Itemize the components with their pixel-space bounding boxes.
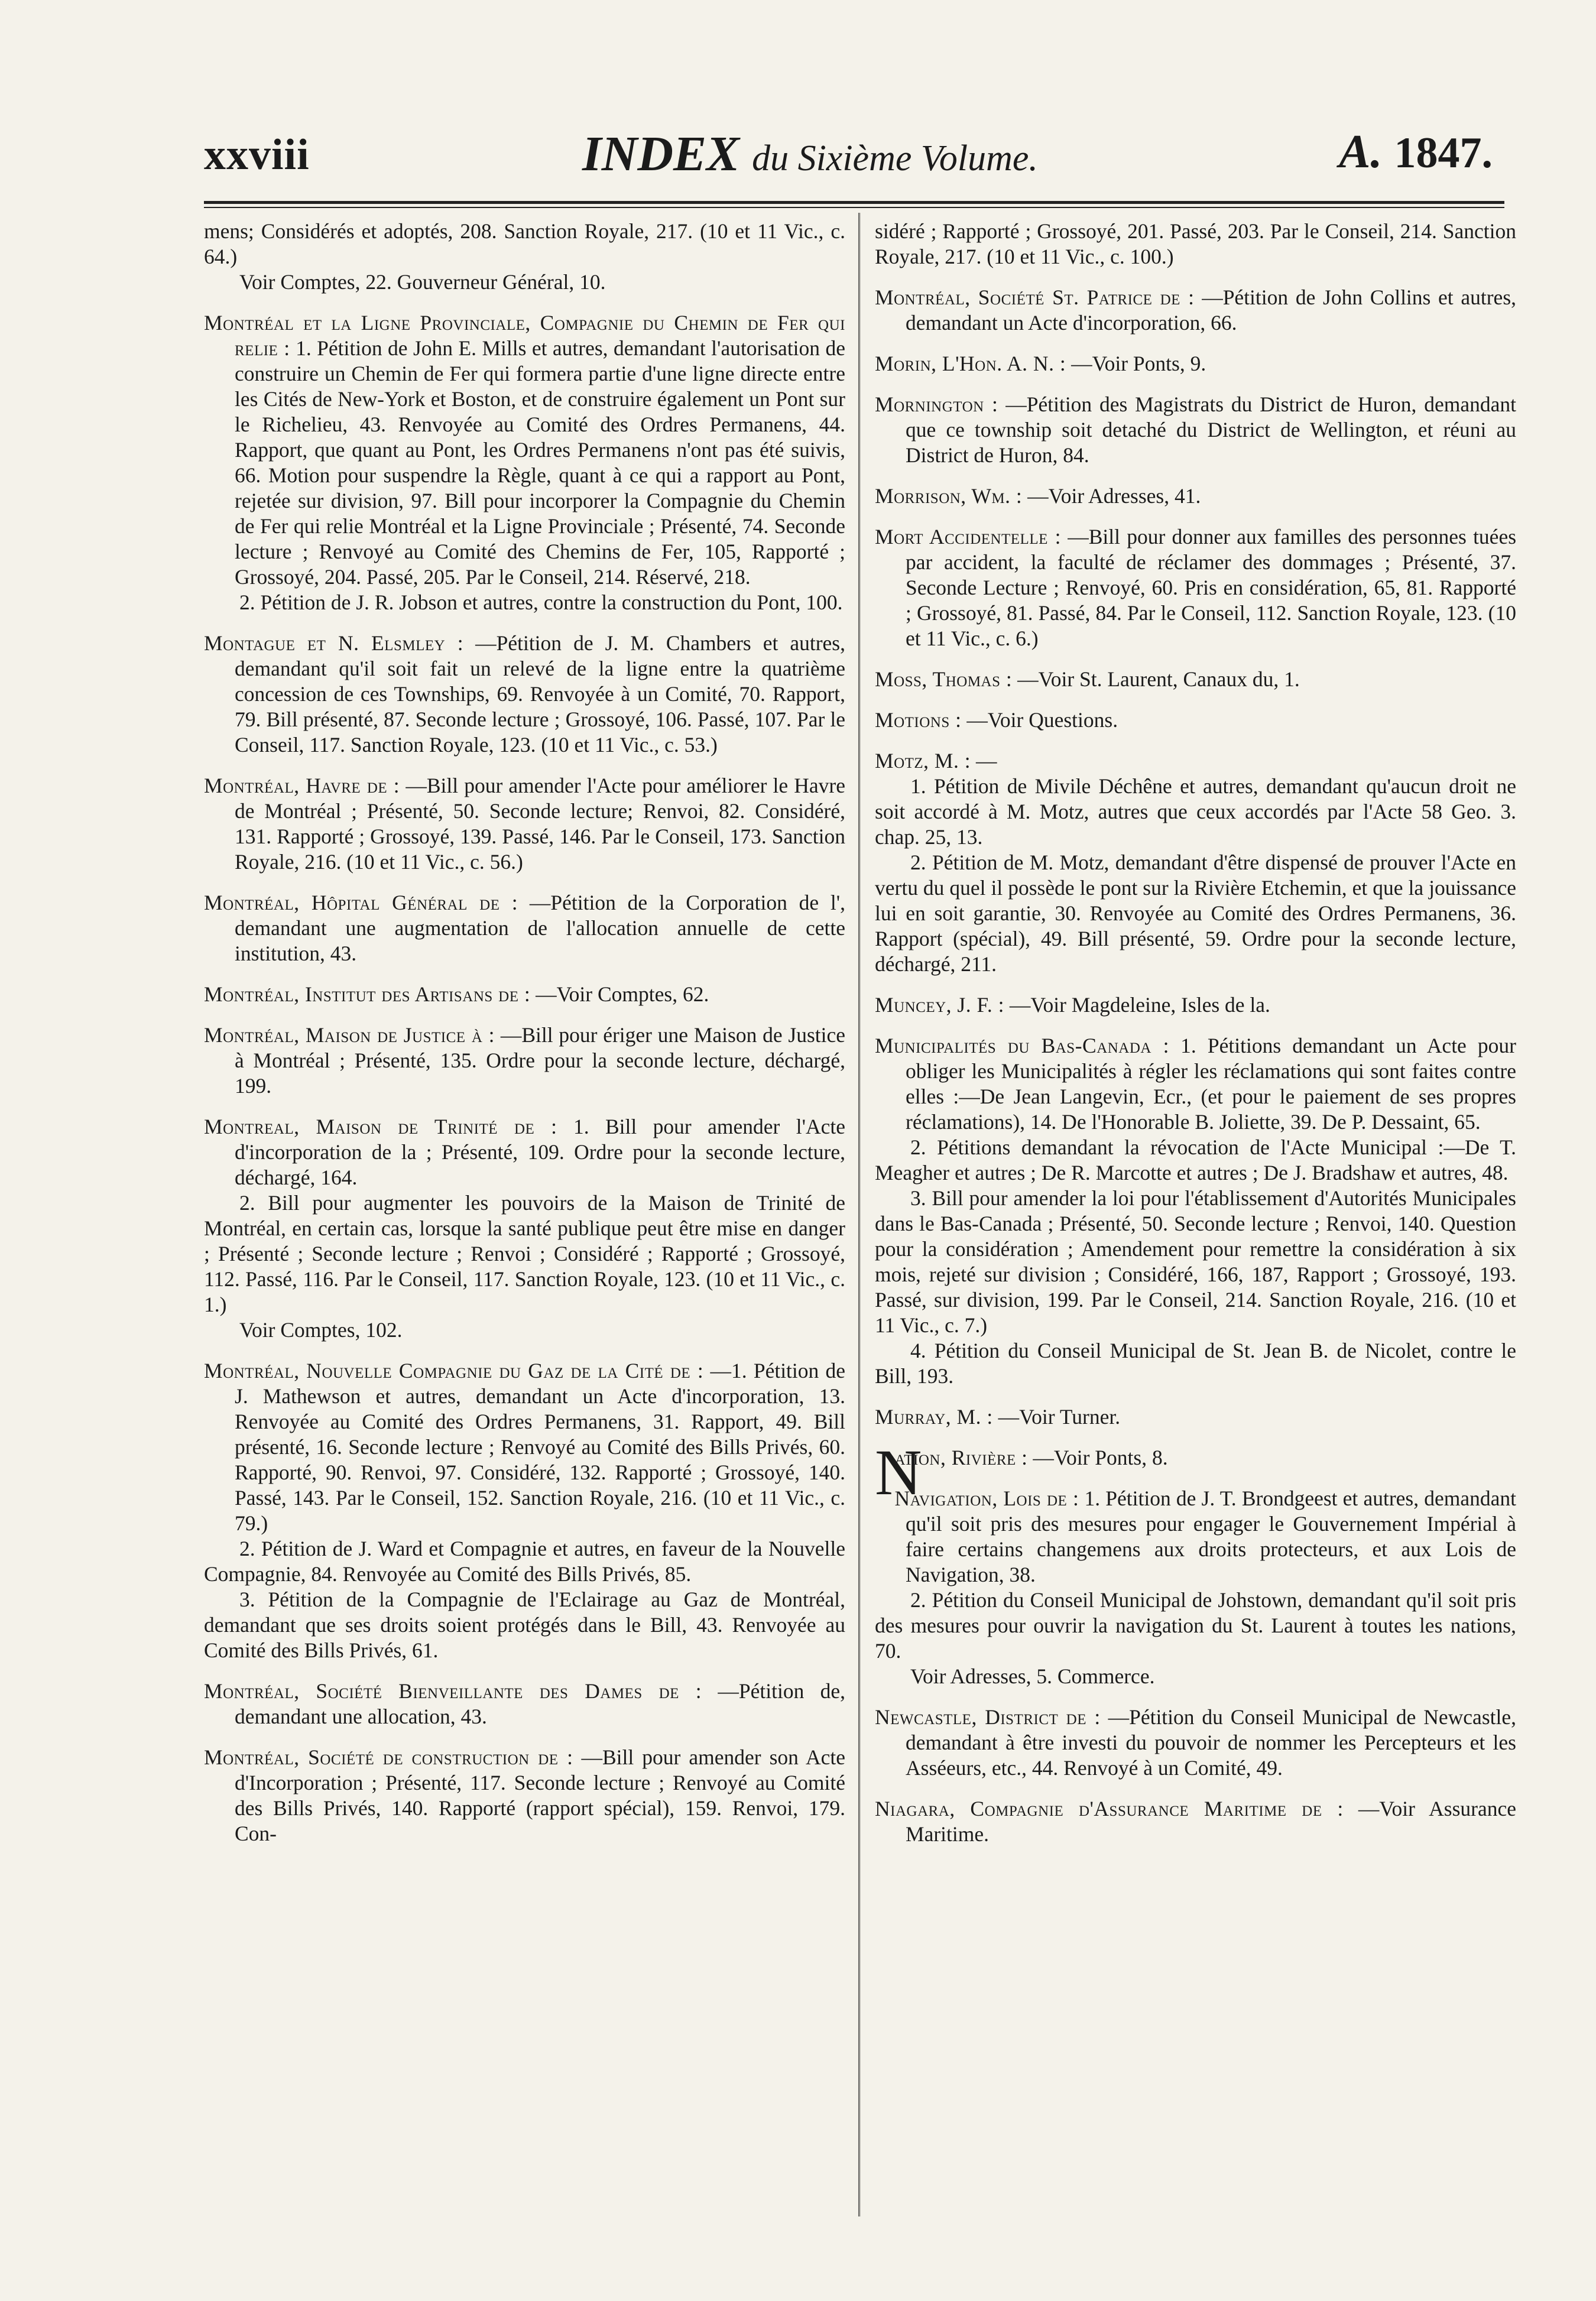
index-entry (204, 982, 845, 1007)
entry-text: —Pétition des Magistrats du District de Huron, demandant que ce township soit detaché du District de Wellington, et réuni au District de Huron, 84. (906, 392, 1516, 467)
title-suffix: du Sixième Volume. (752, 138, 1038, 179)
entry-text: 2. Pétitions demandant la révocation de l'Acte Municipal :—De T. Meagher et autres ; De R. Marcotte et autres ; De J. Bradshaw et autres, 48. (875, 1135, 1516, 1184)
entry-text: —Pétition du Conseil Municipal de Newcastle, demandant à être investi du pouvoir de nommer les Percepteurs et les Asséeurs, etc., 44. Renvoyé à un Comité, 49. (906, 1705, 1516, 1780)
volume-letter: A. (1339, 126, 1383, 178)
year: 1847. (1394, 129, 1493, 177)
entry-text: 1. Bill pour amender l'Acte d'incorporation de la ; Présenté, 109. Ordre pour la seconde lecture, déchargé, 164. (235, 1115, 845, 1189)
entry-heading: Motions : (875, 708, 962, 732)
index-entry (875, 483, 1516, 509)
entry-text: 1. Pétition de Mivile Déchêne et autres, demandant qu'aucun droit ne soit accordé à M. Motz, autres que ceux accordés par l'Acte 58 Geo. 3. chap. 25, 13. (875, 774, 1516, 849)
entry-heading: Mort Accidentelle : (875, 525, 1061, 549)
entry-heading: Motz, M. : (875, 749, 971, 773)
entry-text: 1. Pétition de J. T. Brondgeest et autres, demandant qu'il soit pris des mesures pour engager le Gouvernement Impérial à faire certains changemens aux droits protecteurs, et aux Lois de Navigation, 38. (906, 1487, 1516, 1586)
index-entry (875, 219, 1516, 270)
entry-heading: Montréal, Société St. Patrice de : (875, 285, 1195, 309)
entry-text: Voir Adresses, 5. Commerce. (910, 1664, 1155, 1688)
entry-heading: ation, Rivière : (894, 1446, 1028, 1469)
index-entry (875, 351, 1516, 377)
entry-text: —Voir Turner. (998, 1405, 1121, 1429)
index-entry (875, 392, 1516, 468)
right-column (875, 219, 1516, 2216)
entry-text: 1. Pétition de John E. Mills et autres, demandant l'autorisation de construire un Chemin de Fer qui formera partie d'une ligne directe entre les Cités de New-York et Boston, et de construire également un Pont sur le Richelieu, 43. Renvoyée au Comité des Ordres Permanens, 44. Rapport, que quant au Pont, les Ordres Permanens n'ont pas été suivis, 66. Motion pour suspendre la Règle, quant à ce qui a rapport au Pont, rejetée sur division, 97. Bill pour incorporer la Compagnie du Chemin de Fer qui relie Montréal et la Ligne Provinciale ; Présenté, 74. Seconde lecture ; Renvoyé au Comité des Chemins de Fer, 105, Rapporté ; Grossoyé, 204. Passé, 205. Par le Conseil, 214. Réservé, 218. (235, 336, 845, 589)
entry-heading: Montréal, Hôpital Général de : (204, 891, 518, 914)
entry-text: Voir Comptes, 22. Gouverneur Général, 10. (239, 270, 606, 294)
entry-heading: Montréal, Maison de Justice à : (204, 1023, 495, 1047)
index-entry (875, 748, 1516, 977)
entry-heading: Moss, Thomas : (875, 667, 1013, 691)
entry-heading: Newcastle, District de : (875, 1705, 1101, 1729)
entry-text: —Pétition de J. M. Chambers et autres, demandant qu'il soit fait un relevé de la ligne entre la quatrième concession de ces Townships, 69. Renvoyée à un Comité, 70. Rapport, 79. Bill présenté, 87. Seconde lecture ; Grossoyé, 106. Passé, 107. Par le Conseil, 117. Sanction Royale, 123. (10 et 11 Vic., c. 53.) (235, 631, 845, 757)
entry-text: —Voir St. Laurent, Canaux du, 1. (1017, 667, 1300, 691)
entry-text: 2. Pétition de J. Ward et Compagnie et autres, en faveur de la Nouvelle Compagnie, 84. Renvoyée au Comité des Bills Privés, 85. (204, 1537, 845, 1586)
index-entry (875, 992, 1516, 1018)
entry-text: Voir Comptes, 102. (239, 1318, 403, 1342)
page-header (204, 112, 1504, 183)
entry-text: 2. Pétition de M. Motz, demandant d'être dispensé de prouver l'Acte en vertu du quel il possède le pont sur la Rivière Etchemin, et que la jouissance lui en soit garantie, 30. Renvoyée au Comité des Ordres Permanens, 36. Rapport (spécial), 49. Bill présenté, 59. Ordre pour la seconde lecture, déchargé, 211. (875, 851, 1516, 976)
entry-text: —Voir Questions. (966, 708, 1118, 732)
entry-text: —Voir Ponts, 8. (1033, 1446, 1168, 1469)
index-page (204, 112, 1516, 2228)
entry-text: —1. Pétition de J. Mathewson et autres, demandant un Acte d'incorporation, 13. Renvoyée au Comité des Ordres Permanens, 31. Rapport, 49. Bill présenté, 16. Seconde lecture ; Renvoyé au Comité des Bills Privés, 60. Rapporté, 90. Renvoi, 97. Considéré, 132. Rapporté ; Grossoyé, 140. Passé, 143. Par le Conseil, 152. Sanction Royale, 216. (10 et 11 Vic., c. 79.) (235, 1359, 845, 1535)
page-number: xxviii (204, 131, 310, 179)
entry-text: sidéré ; Rapporté ; Grossoyé, 201. Passé, 203. Par le Conseil, 214. Sanction Royale, 217. (10 et 11 Vic., c. 100.) (875, 219, 1516, 268)
index-entry (875, 1486, 1516, 1689)
index-entry (875, 707, 1516, 733)
title-main: INDEX (582, 126, 740, 181)
entry-heading: Navigation, Lois de : (894, 1487, 1079, 1510)
entry-text: —Pétition de, demandant une allocation, 43. (235, 1679, 845, 1728)
page-title (582, 125, 1038, 183)
entry-heading: Montréal et la Ligne Provinciale, Compagnie du Chemin de Fer qui relie : (204, 311, 845, 360)
entry-text: — (975, 749, 997, 773)
entry-text: —Bill pour amender l'Acte pour améliorer le Havre de Montréal ; Présenté, 50. Seconde lecture; Renvoi, 82. Considéré, 131. Rapporté ; Grossoyé, 139. Passé, 146. Par le Conseil, 173. Sanction Royale, 216. (10 et 11 Vic., c. 56.) (235, 774, 845, 874)
index-entry (204, 1114, 845, 1343)
index-entry (875, 1033, 1516, 1389)
entry-text: —Bill pour donner aux familles des personnes tuées par accident, la faculté de réclamer des dommages ; Présenté, 37. Seconde Lecture ; Renvoyé, 60. Pris en considération, 65, 81. Rapporté ; Grossoyé, 81. Passé, 84. Par le Conseil, 112. Sanction Royale, 123. (10 et 11 Vic., c. 6.) (906, 525, 1516, 650)
entry-heading: Murray, M. : (875, 1405, 993, 1429)
index-entry (875, 524, 1516, 651)
index-entry (204, 1679, 845, 1729)
entry-text: —Pétition de John Collins et autres, demandant un Acte d'incorporation, 66. (906, 285, 1516, 335)
entry-text: 3. Pétition de la Compagnie de l'Eclairage au Gaz de Montréal, demandant que ses droits soient protégés dans le Bill, 43. Renvoyée au Comité des Bills Privés, 61. (204, 1588, 845, 1662)
entry-heading: Montréal, Nouvelle Compagnie du Gaz de la Cité de : (204, 1359, 704, 1382)
entry-heading: Montréal, Institut des Artisans de : (204, 982, 531, 1006)
entry-heading: Niagara, Compagnie d'Assurance Maritime de : (875, 1797, 1344, 1820)
left-column (204, 219, 845, 2216)
entry-text: —Voir Comptes, 62. (536, 982, 709, 1006)
header-rule-thin (204, 207, 1504, 208)
index-entry (204, 1358, 845, 1663)
entry-heading: Municipalités du Bas-Canada : (875, 1034, 1169, 1057)
index-entry (875, 1404, 1516, 1430)
header-rule (204, 201, 1504, 204)
entry-text: mens; Considérés et adoptés, 208. Sanction Royale, 217. (10 et 11 Vic., c. 64.) (204, 219, 845, 268)
entry-heading: Montréal, Société Bienveillante des Dames de : (204, 1679, 702, 1703)
entry-heading: Mornington : (875, 392, 998, 416)
entry-heading: Montreal, Maison de Trinité de : (204, 1115, 557, 1138)
entry-text: —Voir Magdeleine, Isles de la. (1009, 993, 1270, 1017)
entry-text: —Bill pour amender son Acte d'Incorporation ; Présenté, 117. Seconde lecture ; Renvoyé au Comité des Bills Privés, 140. Rapporté (rapport spécial), 159. Renvoi, 179. Con- (235, 1745, 845, 1845)
drop-cap: N (875, 1436, 922, 1508)
entry-text: 2. Pétition du Conseil Municipal de Johstown, demandant qu'il soit pris des mesures pour ouvrir la navigation du St. Laurent à toutes les nations, 70. (875, 1588, 1516, 1663)
entry-text: 1. Pétitions demandant un Acte pour obliger les Municipalités à régler les réclamations qui sont faites contre elles :—De Jean Langevin, Ecr., (et pour le paiement de ses propres réclamations), 14. De l'Honorable B. Joliette, 39. De P. Dessaint, 65. (906, 1034, 1516, 1134)
entry-text: —Voir Ponts, 9. (1071, 352, 1206, 375)
index-entry (204, 773, 845, 875)
index-entry (875, 285, 1516, 336)
entry-text: 3. Bill pour amender la loi pour l'établissement d'Autorités Municipales dans le Bas-Canada ; Présenté, 50. Seconde lecture ; Renvoi, 140. Question pour la considération ; Amendement pour remettre la considération à six mois, rejeté sur division ; Considéré, 166, 187, Rapport ; Grossoyé, 193. Passé, sur division, 199. Par le Conseil, 214. Sanction Royale, 216. (10 et 11 Vic., c. 7.) (875, 1186, 1516, 1337)
entry-heading: Muncey, J. F. : (875, 993, 1005, 1017)
index-entry (875, 1705, 1516, 1781)
column-divider (858, 213, 860, 2216)
entry-text: —Voir Adresses, 41. (1027, 484, 1201, 508)
index-entry (204, 310, 845, 615)
entry-text: 4. Pétition du Conseil Municipal de St. Jean B. de Nicolet, contre le Bill, 193. (875, 1339, 1516, 1388)
index-entry (204, 1023, 845, 1099)
index-entry (204, 631, 845, 758)
entry-heading: Montréal, Société de construction de : (204, 1745, 573, 1769)
entry-heading: Montague et N. Elsmley : (204, 631, 464, 655)
index-entry (204, 1745, 845, 1846)
index-entry (204, 219, 845, 295)
entry-text: —Voir Assurance Maritime. (906, 1797, 1516, 1846)
index-entry (204, 890, 845, 966)
index-entry (875, 1796, 1516, 1847)
entry-text: 2. Bill pour augmenter les pouvoirs de la Maison de Trinité de Montréal, en certain cas, lorsque la santé publique peut être mise en danger ; Présenté ; Seconde lecture ; Renvoi ; Considéré ; Rapporté ; Grossoyé, 112. Passé, 116. Par le Conseil, 117. Sanction Royale, 123. (10 et 11 Vic., c. 1.) (204, 1191, 845, 1316)
index-entry (875, 667, 1516, 692)
entry-heading: Morrison, Wm. : (875, 484, 1023, 508)
entry-heading: Morin, L'Hon. A. N. : (875, 352, 1066, 375)
entry-heading: Montréal, Havre de : (204, 774, 400, 797)
entry-text: 2. Pétition de J. R. Jobson et autres, contre la construction du Pont, 100. (239, 590, 843, 614)
volume-year (1339, 125, 1493, 179)
entry-text: —Bill pour ériger une Maison de Justice à Montréal ; Présenté, 135. Ordre pour la seconde lecture, déchargé, 199. (235, 1023, 845, 1098)
entry-text: —Pétition de la Corporation de l', demandant une augmentation de l'allocation annuelle de cette institution, 43. (235, 891, 845, 965)
